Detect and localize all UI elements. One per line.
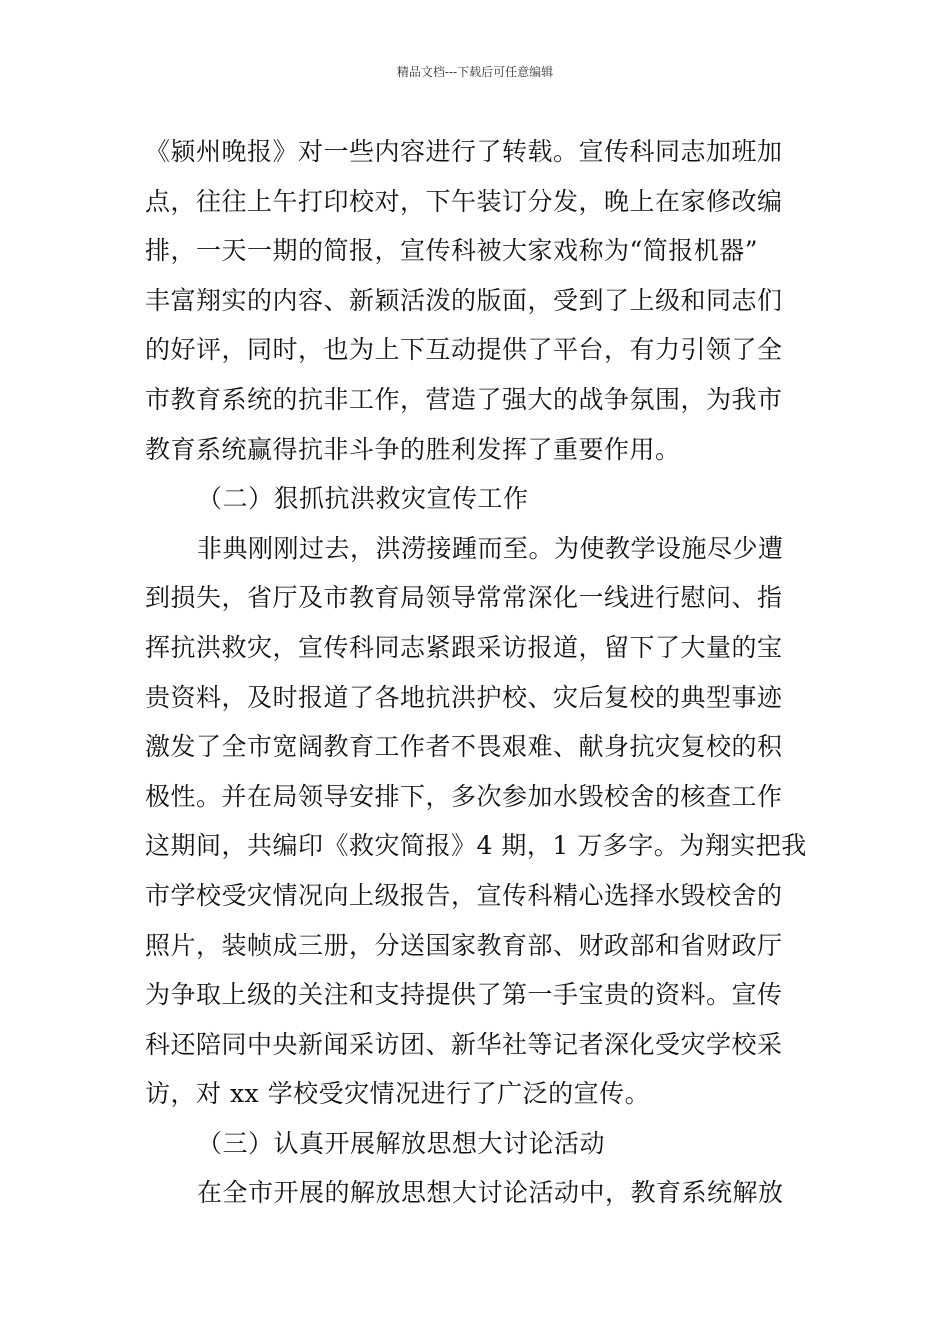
document-body [145,127,810,1218]
text-line: 照片，装帧成三册，分送国家教育部、财政部和省财政厅 [145,930,783,960]
page-header: 精品文档---下载后可任意编辑 [396,65,554,79]
text-line: 科还陪同中央新闻采访团、新华社等记者深化受灾学校采 [145,1029,783,1059]
text-line: 《颍州晚报》对一些内容进行了转载。宣传科同志加班加 [145,137,783,166]
text-line: 贵资料，及时报道了各地抗洪护校、灾后复校的典型事迹 [145,682,783,712]
text-line: 访，对 xx 学校受灾情况进行了广泛的宣传。 [145,1079,651,1109]
paragraph-first-line: 在全市开展的解放思想大讨论活动中，教育系统解放 [197,1178,784,1208]
text-line: 市学校受灾情况向上级报告，宣传科精心选择水毁校舍的 [145,880,783,910]
text-line: 到损失，省厅及市教育局领导常常深化一线进行慰问、指 [145,583,783,613]
text-line: 的好评，同时，也为上下互动提供了平台，有力引领了全 [145,335,783,365]
text-line: 极性。并在局领导安排下，多次参加水毁校舍的核查工作 [145,781,783,811]
text-line: 为争取上级的关注和支持提供了第一手宝贵的资料。宣传 [145,980,783,1010]
text-line: 激发了全市宽阔教育工作者不畏艰难、献身抗灾复校的积 [145,732,783,762]
text-line: 丰富翔实的内容、新颖活泼的版面，受到了上级和同志们 [145,285,783,315]
text-line: 这期间，共编印《救灾简报》4 期，1 万多字。为翔实把我 [145,831,807,861]
text-line: 市教育系统的抗非工作，营造了强大的战争氛围，为我市 [145,384,783,414]
text-line: 挥抗洪救灾，宣传科同志紧跟采访报道，留下了大量的宝 [145,632,783,662]
text-line: 排，一天一期的简报，宣传科被大家戏称为“简报机器” [145,236,759,266]
text-line: 点，往往上午打印校对，下午装订分发，晚上在家修改编 [145,186,783,216]
text-line: 教育系统赢得抗非斗争的胜利发挥了重要作用。 [145,434,681,464]
paragraph-first-line: 非典刚刚过去，洪涝接踵而至。为使教学设施尽少遭 [197,533,784,563]
section-heading: （二）狠抓抗洪救灾宣传工作 [197,484,529,514]
section-heading: （三）认真开展解放思想大讨论活动 [197,1128,606,1158]
